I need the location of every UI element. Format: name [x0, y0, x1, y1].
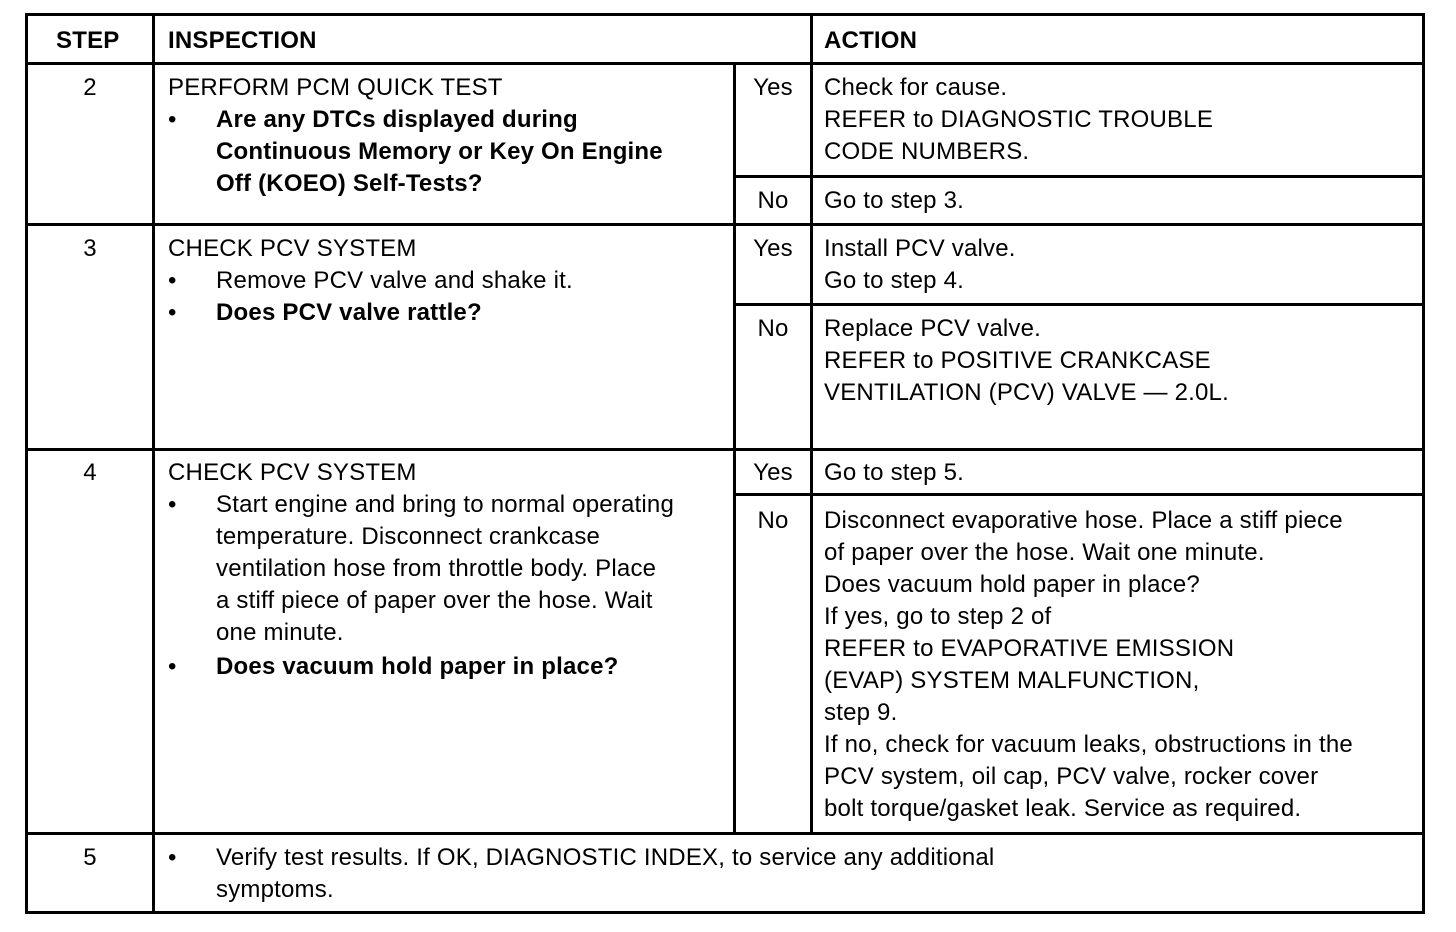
step-number: 5 — [83, 844, 97, 871]
action-line: Disconnect evaporative hose. Place a stiff piece — [824, 507, 1343, 534]
action-line: Install PCV valve. — [824, 235, 1016, 262]
inspection-title: PERFORM PCM QUICK TEST — [168, 74, 503, 101]
step-column-rule — [152, 16, 155, 911]
no-action — [824, 313, 1229, 409]
action-line: of paper over the hose. Wait one minute. — [824, 539, 1265, 566]
no-action — [824, 505, 1420, 825]
yes-label: Yes — [753, 459, 793, 486]
action-line: REFER to POSITIVE CRANKCASE — [824, 347, 1211, 374]
header-rule — [28, 62, 1422, 65]
action-line: Does vacuum hold paper in place? — [824, 571, 1200, 598]
bullet-glyph: • — [168, 653, 177, 680]
action-line: Go to step 5. — [824, 459, 965, 486]
inspection-line: Continuous Memory or Key On Engine — [216, 138, 663, 165]
inspection-line: ventilation hose from throttle body. Place — [216, 555, 657, 582]
inspection-line: Verify test results. If OK, DIAGNOSTIC INDEX, to service any additional — [216, 844, 995, 871]
row-rule-step4 — [28, 448, 1422, 451]
header-action: ACTION — [824, 27, 918, 54]
action-line: step 9. — [824, 699, 898, 726]
inspection-title: CHECK PCV SYSTEM — [168, 235, 417, 262]
action-line: If yes, go to step 2 of — [824, 603, 1052, 630]
no-label: No — [757, 315, 789, 342]
yes-action — [824, 72, 1213, 168]
inspection-bullet — [168, 265, 728, 297]
bullet-glyph: • — [168, 491, 177, 518]
yes-no-column-rule — [733, 62, 736, 832]
yes-label: Yes — [753, 74, 793, 101]
no-label: No — [757, 187, 789, 214]
inspection-bullet — [168, 651, 728, 683]
action-line: bolt torque/gasket leak. Service as required. — [824, 795, 1302, 822]
no-label: No — [757, 507, 789, 534]
bullet-glyph: • — [168, 106, 177, 133]
yes-label: Yes — [753, 235, 793, 262]
action-line: CODE NUMBERS. — [824, 138, 1030, 165]
inspection-line: Remove PCV valve and shake it. — [216, 267, 573, 294]
inspection-line: one minute. — [216, 619, 344, 646]
inspection-bullet — [168, 489, 728, 649]
yes-action — [824, 457, 964, 489]
header-step: STEP — [56, 27, 120, 54]
action-line: Replace PCV valve. — [824, 315, 1042, 342]
no-action — [824, 185, 964, 217]
inspection-line: a stiff piece of paper over the hose. Wait — [216, 587, 653, 614]
yes-no-rule-step3 — [734, 303, 1422, 306]
diagnostic-table — [25, 13, 1425, 914]
action-line: PCV system, oil cap, PCV valve, rocker cover — [824, 763, 1319, 790]
inspection-line: Off (KOEO) Self-Tests? — [216, 170, 483, 197]
header-inspection: INSPECTION — [168, 27, 317, 54]
inspection-line: Are any DTCs displayed during — [216, 106, 578, 133]
action-line: Go to step 3. — [824, 187, 965, 214]
inspection-line: Does PCV valve rattle? — [216, 299, 482, 326]
action-column-rule — [810, 16, 813, 832]
inspection-line: temperature. Disconnect crankcase — [216, 523, 601, 550]
action-line: If no, check for vacuum leaks, obstructions in the — [824, 731, 1353, 758]
bullet-glyph: • — [168, 844, 177, 871]
step-number: 3 — [83, 235, 97, 262]
yes-no-rule-step4 — [734, 493, 1422, 496]
action-line: VENTILATION (PCV) VALVE — 2.0L. — [824, 379, 1229, 406]
inspection-line: Start engine and bring to normal operating — [216, 491, 675, 518]
yes-no-rule-step2 — [734, 175, 1422, 178]
inspection-bullet — [168, 297, 728, 329]
action-line: REFER to EVAPORATIVE EMISSION — [824, 635, 1235, 662]
action-line: Check for cause. — [824, 74, 1008, 101]
inspection-line: symptoms. — [216, 876, 334, 903]
step-number: 2 — [83, 74, 97, 101]
action-line: (EVAP) SYSTEM MALFUNCTION, — [824, 667, 1200, 694]
action-line: REFER to DIAGNOSTIC TROUBLE — [824, 106, 1214, 133]
inspection-line: Does vacuum hold paper in place? — [216, 653, 619, 680]
inspection-bullet — [168, 842, 1408, 906]
inspection-bullet — [168, 104, 728, 200]
bullet-glyph: • — [168, 267, 177, 294]
inspection-title: CHECK PCV SYSTEM — [168, 459, 417, 486]
yes-action — [824, 233, 1016, 297]
row-rule-step3 — [28, 223, 1422, 226]
action-line: Go to step 4. — [824, 267, 965, 294]
step-number: 4 — [83, 459, 97, 486]
row-rule-step5 — [28, 832, 1422, 835]
bullet-glyph: • — [168, 299, 177, 326]
